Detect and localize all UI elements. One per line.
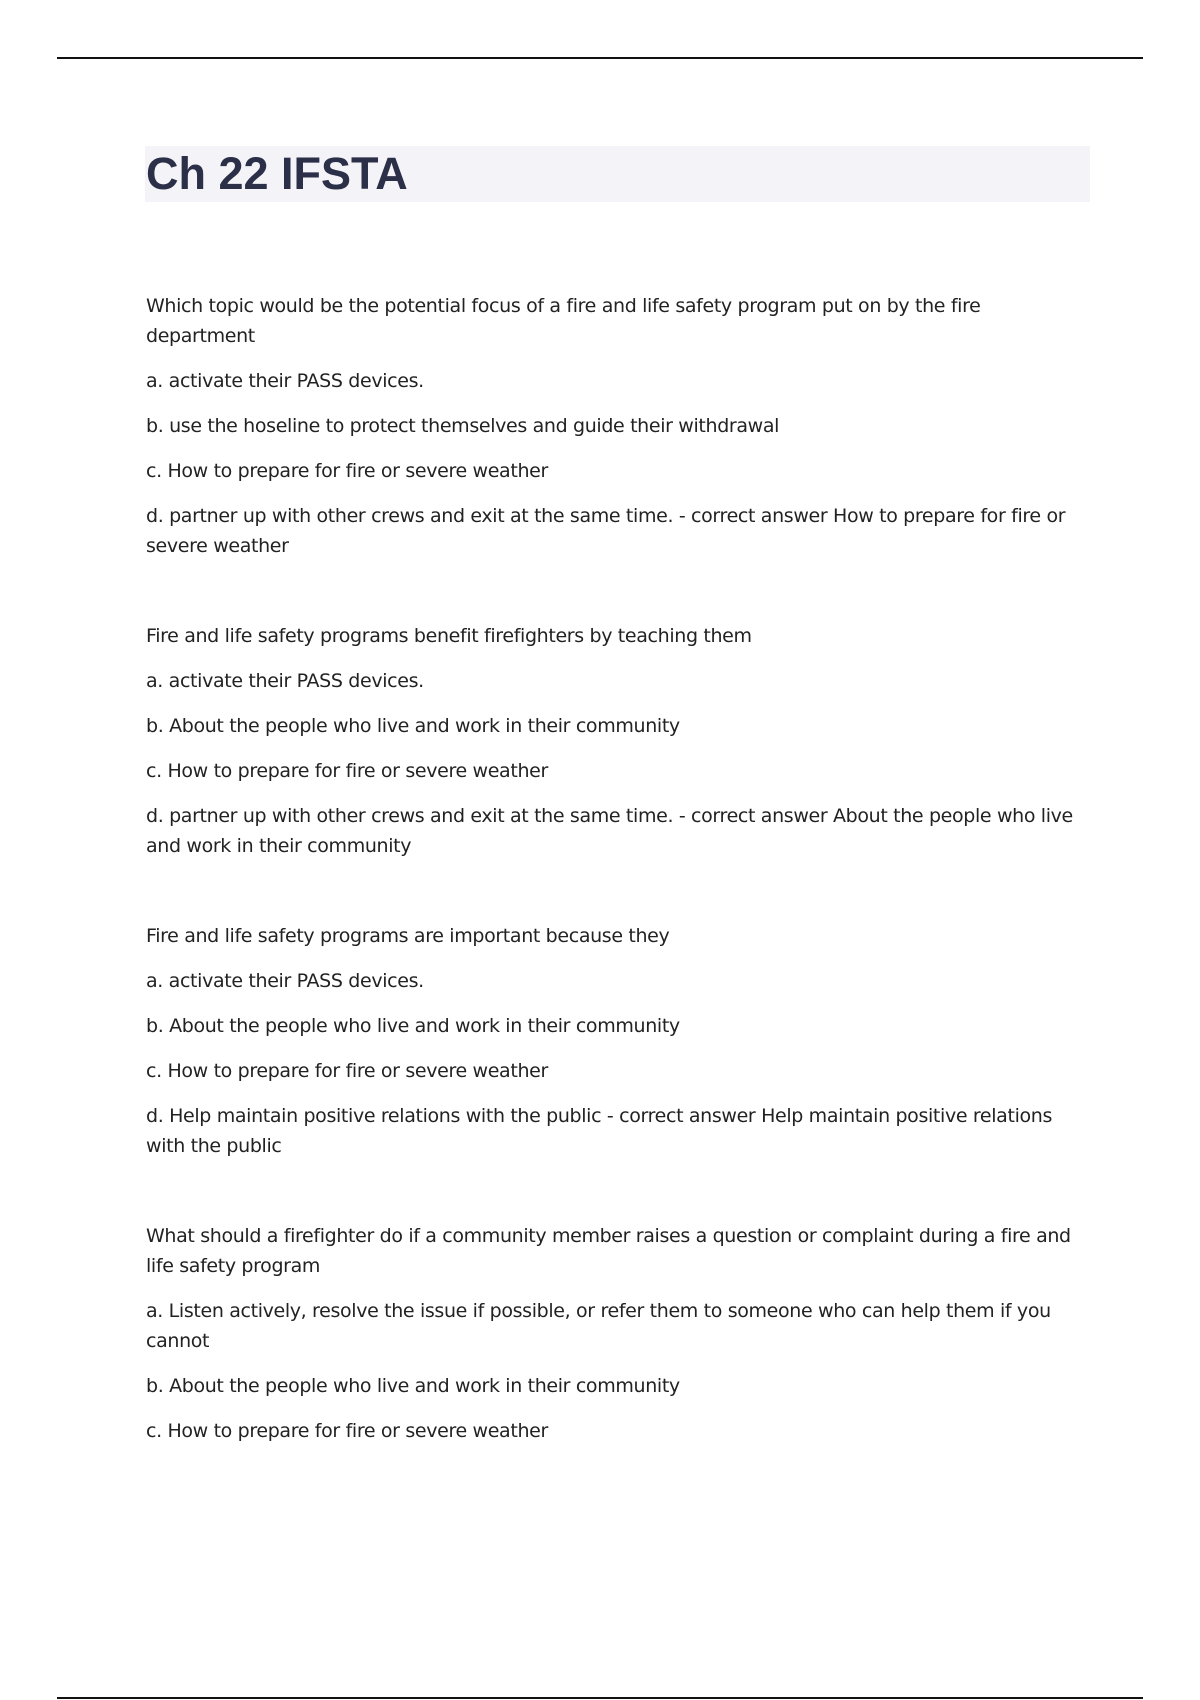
answer-option: b. About the people who live and work in their community [146,715,680,737]
answer-option: a. activate their PASS devices. [146,370,424,392]
answer-option: a. activate their PASS devices. [146,970,424,992]
answer-option: b. use the hoseline to protect themselves and guide their withdrawal [146,415,780,437]
answer-option: c. How to prepare for fire or severe weather [146,760,548,782]
answer-option: b. About the people who live and work in their community [146,1375,680,1397]
question-prompt: What should a firefighter do if a community member raises a question or complaint during a fire and life safety program [146,1225,1071,1277]
question-prompt: Which topic would be the potential focus of a fire and life safety program put on by the fire department [146,295,981,347]
question-prompt: Fire and life safety programs are important because they [146,925,670,947]
question-block [146,291,1091,561]
question-prompt: Fire and life safety programs benefit firefighters by teaching them [146,625,752,647]
answer-option-with-correct-answer: d. partner up with other crews and exit at the same time. - correct answer How to prepare for fire or severe weather [146,505,1066,557]
answer-option-with-correct-answer: d. partner up with other crews and exit at the same time. - correct answer About the people who live and work in their community [146,805,1073,857]
top-rule [57,57,1143,59]
question-block [146,1221,1091,1446]
answer-option: c. How to prepare for fire or severe weather [146,1060,548,1082]
answer-option: a. Listen actively, resolve the issue if possible, or refer them to someone who can help them if you cannot [146,1300,1051,1352]
question-block [146,621,1091,861]
answer-option: c. How to prepare for fire or severe weather [146,1420,548,1442]
bottom-rule [57,1697,1143,1699]
answer-option: b. About the people who live and work in their community [146,1015,680,1037]
answer-option: c. How to prepare for fire or severe weather [146,460,548,482]
answer-option: a. activate their PASS devices. [146,670,424,692]
question-block [146,921,1091,1161]
answer-option-with-correct-answer: d. Help maintain positive relations with the public - correct answer Help maintain positive relations with the public [146,1105,1053,1157]
question-list [146,291,1091,1506]
page-title: Ch 22 IFSTA [146,148,408,199]
